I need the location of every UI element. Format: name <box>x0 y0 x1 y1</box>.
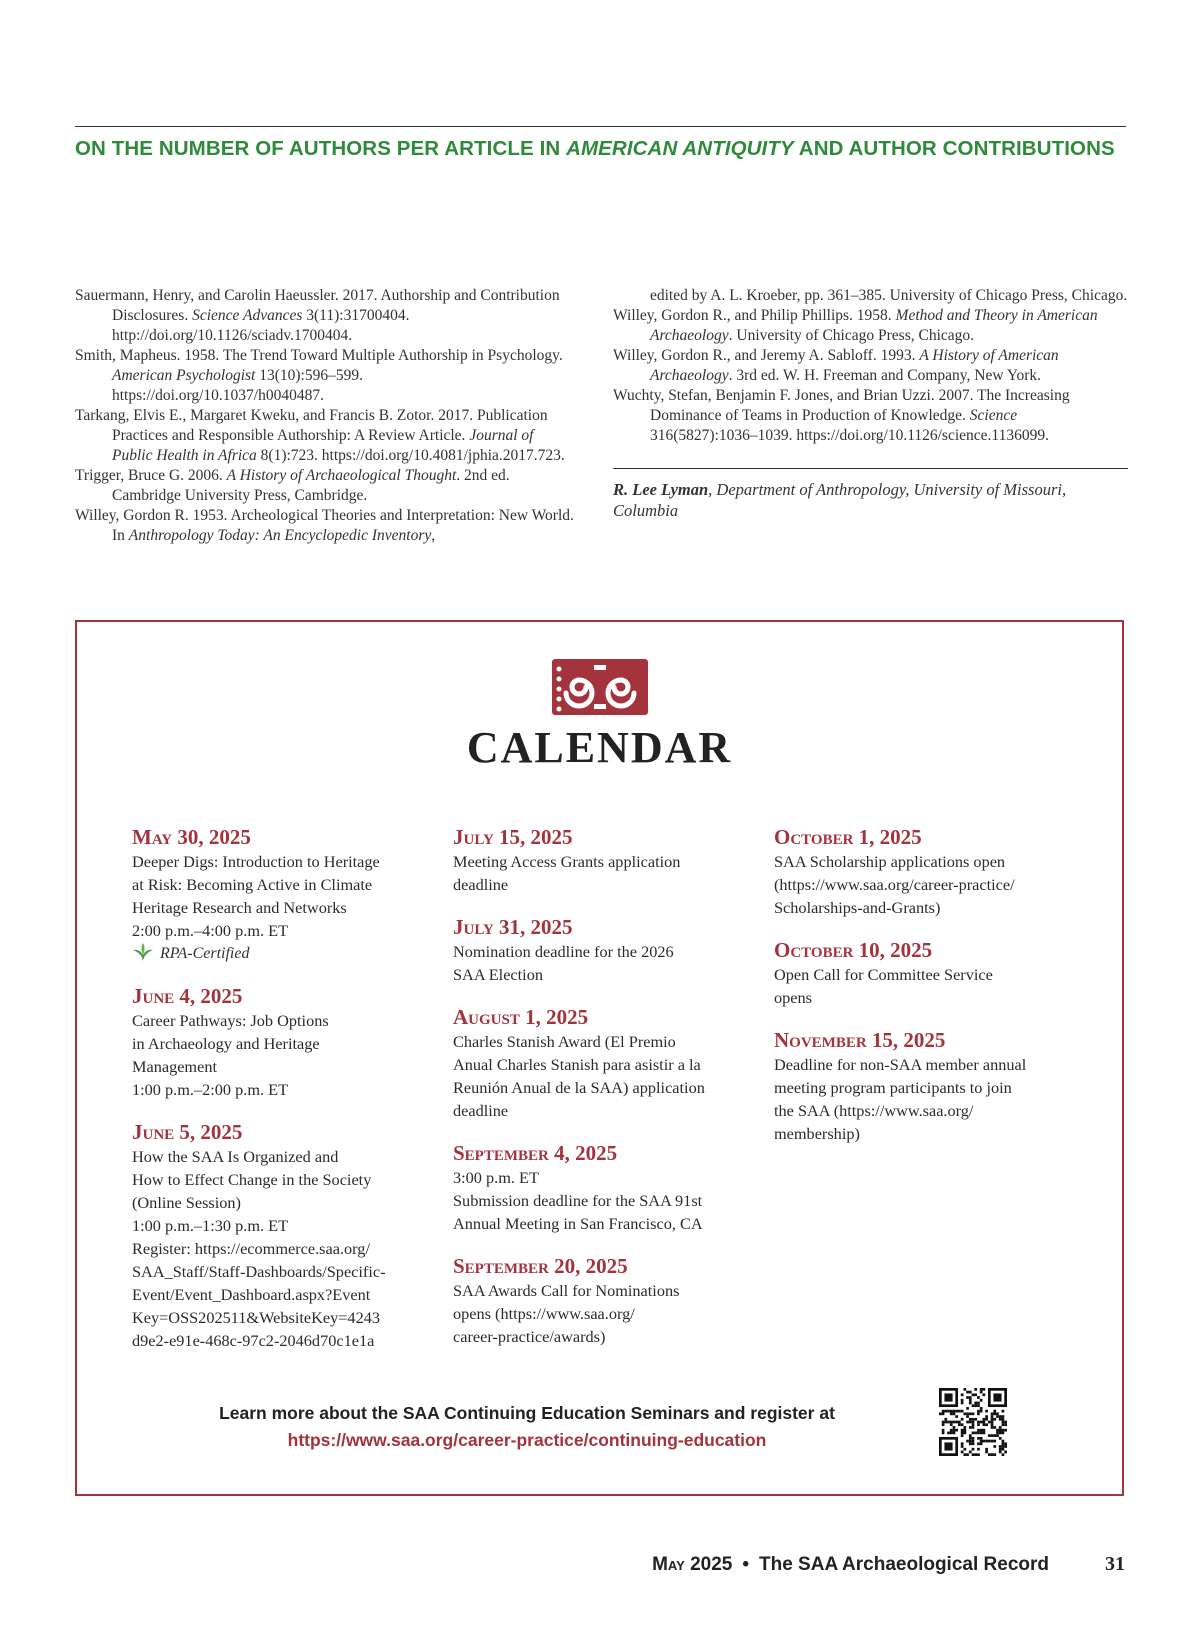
event-detail: in Archaeology and Heritage <box>132 1034 320 1053</box>
calendar-event <box>453 1005 753 1122</box>
calendar-event <box>132 984 432 1101</box>
reference-entry <box>75 406 575 466</box>
event-detail: at Risk: Becoming Active in Climate <box>132 875 373 894</box>
top-rule <box>75 126 1126 127</box>
event-date: October 1, 2025 <box>774 825 922 849</box>
event-detail: Career Pathways: Job Options <box>132 1011 329 1030</box>
reference-text: 8(1):723. https://doi.org/10.4081/jphia.2017.723. <box>256 447 565 464</box>
calendar-event <box>774 825 1074 919</box>
event-date: July 31, 2025 <box>453 915 573 939</box>
event-detail: How to Effect Change in the Society <box>132 1170 372 1189</box>
event-detail: Register: https://ecommerce.saa.org/ <box>132 1239 370 1258</box>
event-detail: membership) <box>774 1124 860 1143</box>
reference-text: Wuchty, Stefan, Benjamin F. Jones, and Brian Uzzi. 2007. The Increasing Dominance of Teams in Production of Knowledge. <box>613 387 1070 424</box>
calendar-event <box>774 938 1074 1009</box>
event-date: September 20, 2025 <box>453 1254 628 1278</box>
event-detail: Annual Meeting in San Francisco, CA <box>453 1214 703 1233</box>
reference-text: 3(11):31700404. http://doi.org/10.1126/sciadv.1700404. <box>112 307 410 344</box>
learn-more-block <box>77 1400 977 1454</box>
author-affiliation: , Department of Anthropology, University of Missouri, Columbia <box>613 480 1067 520</box>
event-detail: deadline <box>453 1101 509 1120</box>
event-detail: 2:00 p.m.–4:00 p.m. ET <box>132 921 289 940</box>
event-detail: d9e2-e91e-468c-97c2-2046d70c1e1a <box>132 1331 375 1350</box>
running-head-text: ON THE NUMBER OF AUTHORS PER ARTICLE IN <box>75 137 567 160</box>
reference-text: . University of Chicago Press, Chicago. <box>728 327 975 344</box>
reference-entry <box>613 306 1128 346</box>
author-byline <box>613 479 1128 521</box>
event-detail: 1:00 p.m.–2:00 p.m. ET <box>132 1080 289 1099</box>
footer-bullet: • <box>742 1554 749 1575</box>
rpa-certified-badge <box>132 942 432 965</box>
rpa-certified-label: RPA-Certified <box>160 945 250 962</box>
reference-entry <box>75 286 575 346</box>
reference-text: . 3rd ed. W. H. Freeman and Company, New York. <box>728 367 1042 384</box>
event-detail: Nomination deadline for the 2026 <box>453 942 674 961</box>
calendar-title: CALENDAR <box>466 723 733 772</box>
reference-text: Willey, Gordon R. 1953. Archeological Theories and Interpretation: New World. In <box>75 507 574 544</box>
event-detail: career-practice/awards) <box>453 1327 606 1346</box>
event-detail: How the SAA Is Organized and <box>132 1147 339 1166</box>
references-column-left <box>75 286 575 546</box>
reference-text: Willey, Gordon R., and Philip Phillips. 1958. <box>613 307 896 324</box>
references-column-right <box>613 286 1128 521</box>
reference-text: Tarkang, Elvis E., Margaret Kweku, and Francis B. Zotor. 2017. Publication Practices and Responsible Authorship: A Review Article. <box>75 407 548 444</box>
event-detail: the SAA (https://www.saa.org/ <box>774 1101 974 1120</box>
reference-text: 13(10):596–599. https://doi.org/10.1037/h0040487. <box>112 367 363 404</box>
reference-title: Anthropology Today: An Encyclopedic Inventory <box>128 527 432 544</box>
reference-text: 316(5827):1036–1039. https://doi.org/10.1126/science.1136099. <box>650 427 1049 444</box>
event-detail: SAA_Staff/Staff-Dashboards/Specific- <box>132 1262 386 1281</box>
reference-title: Science <box>969 407 1018 424</box>
reference-entry <box>75 346 575 406</box>
event-detail: Heritage Research and Networks <box>132 898 347 917</box>
reference-title: A History of Archaeological Thought <box>226 467 457 484</box>
event-detail: Scholarships-and-Grants) <box>774 898 941 917</box>
reference-text: Willey, Gordon R., and Jeremy A. Sabloff. 1993. <box>613 347 920 364</box>
event-date: September 4, 2025 <box>453 1141 618 1165</box>
saa-logo-icon <box>550 657 650 717</box>
event-detail: opens <box>774 988 812 1007</box>
reference-entry <box>613 286 1128 306</box>
calendar-event <box>132 1120 432 1352</box>
event-date: July 15, 2025 <box>453 825 573 849</box>
event-detail: Key=OSS202511&WebsiteKey=4243 <box>132 1308 380 1327</box>
event-detail: opens (https://www.saa.org/ <box>453 1304 635 1323</box>
event-date: May 30, 2025 <box>132 825 251 849</box>
event-detail: SAA Awards Call for Nominations <box>453 1281 680 1300</box>
reference-entry <box>613 386 1128 446</box>
footer-issue: May 2025 <box>652 1554 733 1575</box>
reference-text: Trigger, Bruce G. 2006. <box>75 467 227 484</box>
event-detail: 1:00 p.m.–1:30 p.m. ET <box>132 1216 289 1235</box>
footer-publication: The SAA Archaeological Record <box>759 1554 1049 1575</box>
reference-text: Sauermann, Henry, and Carolin Haeussler. 2017. Authorship and Contribution Disclosures. <box>75 287 560 324</box>
event-detail: SAA Scholarship applications open <box>774 852 1006 871</box>
calendar-column-3 <box>774 825 1074 1164</box>
reference-text: . 2nd ed. Cambridge University Press, Cambridge. <box>112 467 510 504</box>
event-detail: Anual Charles Stanish para asistir a la <box>453 1055 701 1074</box>
reference-entry <box>75 466 575 506</box>
event-date: June 5, 2025 <box>132 1120 243 1144</box>
event-detail: Meeting Access Grants application <box>453 852 681 871</box>
running-head <box>75 137 1135 161</box>
event-date: August 1, 2025 <box>453 1005 589 1029</box>
reference-text: , <box>431 527 436 544</box>
calendar-box <box>75 620 1124 1496</box>
rpa-leaf-icon <box>132 942 154 962</box>
event-detail: Deadline for non-SAA member annual <box>774 1055 1027 1074</box>
running-head-journal: AMERICAN ANTIQUITY <box>566 137 794 160</box>
reference-title: Science Advances <box>192 307 303 324</box>
reference-title: Method and Theory in American Archaeology <box>650 307 1098 344</box>
calendar-event <box>132 825 432 965</box>
reference-entry <box>613 346 1128 386</box>
event-detail: Submission deadline for the SAA 91st <box>453 1191 703 1210</box>
event-detail: 3:00 p.m. ET <box>453 1168 539 1187</box>
running-head-text-end: AND AUTHOR CONTRIBUTIONS <box>793 137 1115 160</box>
calendar-event <box>453 915 753 986</box>
reference-text: edited by A. L. Kroeber, pp. 361–385. University of Chicago Press, Chicago. <box>650 287 1128 304</box>
event-detail: Open Call for Committee Service <box>774 965 993 984</box>
calendar-event <box>774 1028 1074 1145</box>
event-detail: Reunión Anual de la SAA) application <box>453 1078 705 1097</box>
calendar-column-2 <box>453 825 753 1367</box>
reference-title: Journal of Public Health in Africa <box>112 427 534 464</box>
qr-code-icon[interactable] <box>939 1388 1007 1456</box>
event-detail: Management <box>132 1057 217 1076</box>
learn-more-link[interactable]: https://www.saa.org/career-practice/continuing-education <box>287 1430 767 1450</box>
event-detail: meeting program participants to join <box>774 1078 1012 1097</box>
event-detail: SAA Election <box>453 965 543 984</box>
learn-more-text: Learn more about the SAA Continuing Education Seminars and register at <box>219 1403 835 1423</box>
reference-entry <box>75 506 575 546</box>
calendar-column-1 <box>132 825 432 1371</box>
references-list-right <box>613 286 1128 446</box>
calendar-event <box>453 825 753 896</box>
author-name: R. Lee Lyman <box>613 480 709 499</box>
event-detail: (Online Session) <box>132 1193 241 1212</box>
event-detail: Charles Stanish Award (El Premio <box>453 1032 676 1051</box>
event-detail: (https://www.saa.org/career-practice/ <box>774 875 1015 894</box>
page-footer <box>525 1553 1125 1576</box>
calendar-event <box>453 1141 753 1235</box>
page-number: 31 <box>1105 1553 1125 1575</box>
event-date: November 15, 2025 <box>774 1028 946 1052</box>
event-detail: deadline <box>453 875 509 894</box>
event-detail: Event/Event_Dashboard.aspx?Event <box>132 1285 371 1304</box>
reference-title: A History of American Archaeology <box>650 347 1059 384</box>
event-date: June 4, 2025 <box>132 984 243 1008</box>
calendar-event <box>453 1254 753 1348</box>
author-rule <box>613 468 1128 469</box>
reference-text: Smith, Mapheus. 1958. The Trend Toward Multiple Authorship in Psychology. <box>75 347 563 364</box>
reference-title: American Psychologist <box>112 367 256 384</box>
event-date: October 10, 2025 <box>774 938 933 962</box>
event-detail: Deeper Digs: Introduction to Heritage <box>132 852 380 871</box>
